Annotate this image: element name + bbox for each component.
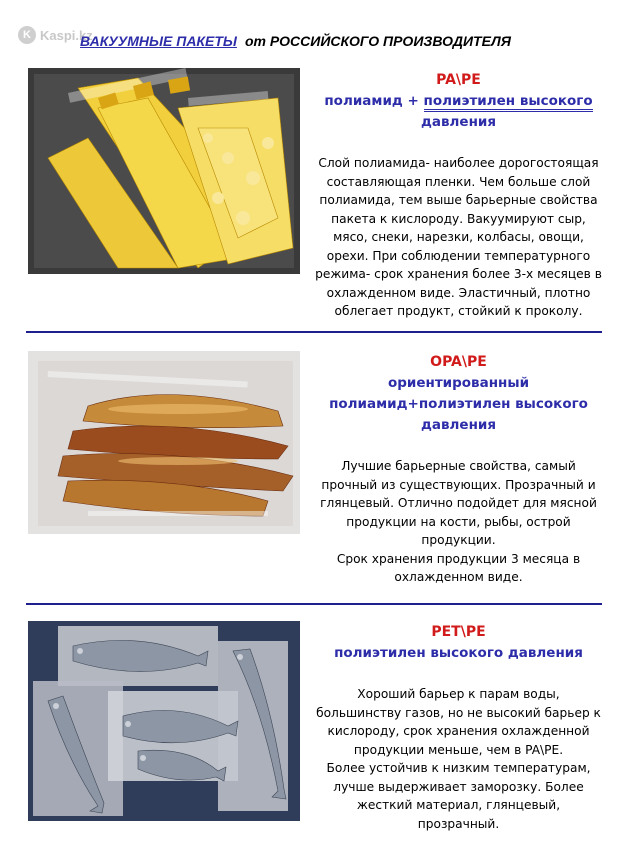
- section-description: Слой полиамида- наиболее дорогостоящая составляющая пленки. Чем больше слой полиамида, тем выше барьерные свойства пакета к кислороду. Вакуумируют сыр, мясо, снеки, нарезки, колбасы, овощи, орехи. При соблюдении температурного режима- срок хранения более 3-х месяцев в охлажденном виде. Эластичный, плотно облегает продукт, стойкий к проколу.: [315, 156, 602, 318]
- page-title: [80, 33, 600, 49]
- smoked-fish-image: [28, 351, 300, 534]
- section-description: Лучшие барьерные свойства, самый прочный из существующих. Прозрачный и глянцевый. Отлично подойдет для мясной продукции на кости, рыбы, острой продукции. Срок хранения продукции 3 месяца в охлажденном виде.: [320, 459, 597, 584]
- section-pet-pe: [306, 622, 611, 833]
- section-subtitle-line: давления: [420, 417, 497, 433]
- cheese-sticks-image: [28, 68, 300, 274]
- section-subtitle-line: полиэтилен высокого давления: [334, 645, 583, 661]
- section-pa-pe: [306, 70, 611, 321]
- section-code: OPA\PE: [430, 354, 487, 370]
- section-subtitle-line: ориентированный: [387, 375, 530, 391]
- cheese-photo: [28, 68, 300, 274]
- title-rest: от РОССИЙСКОГО ПРОИЗВОДИТЕЛЯ: [244, 33, 511, 49]
- section-opa-pe: [306, 352, 611, 587]
- watermark-text: Kaspi.kz: [40, 27, 93, 43]
- section-divider: [26, 331, 602, 333]
- dried-fish-image: [28, 621, 300, 821]
- dried-fish-photo: [28, 621, 300, 821]
- section-code: PA\PE: [436, 72, 481, 88]
- section-subtitle: полиамид + полиэтилен высокого: [306, 91, 611, 112]
- kaspi-logo-icon: K: [18, 26, 36, 44]
- section-code: PET\PE: [431, 624, 486, 640]
- section-subtitle-line: давления: [420, 114, 497, 130]
- section-description: Хороший барьер к парам воды, большинству газов, но не высокий барьер к кислороду, срок хранения охлажденной продукции меньше, чем в PA\PE. Более устойчив к низким температурам, лучше выдерживает заморозку. Более жесткий материал, глянцевый, прозрачный.: [316, 687, 601, 831]
- smoked-fish-photo: [28, 351, 300, 534]
- section-divider: [26, 603, 602, 605]
- section-subtitle-line: полиамид+полиэтилен высокого: [329, 396, 588, 412]
- title-main: ВАКУУМНЫЕ ПАКЕТЫ: [80, 33, 237, 49]
